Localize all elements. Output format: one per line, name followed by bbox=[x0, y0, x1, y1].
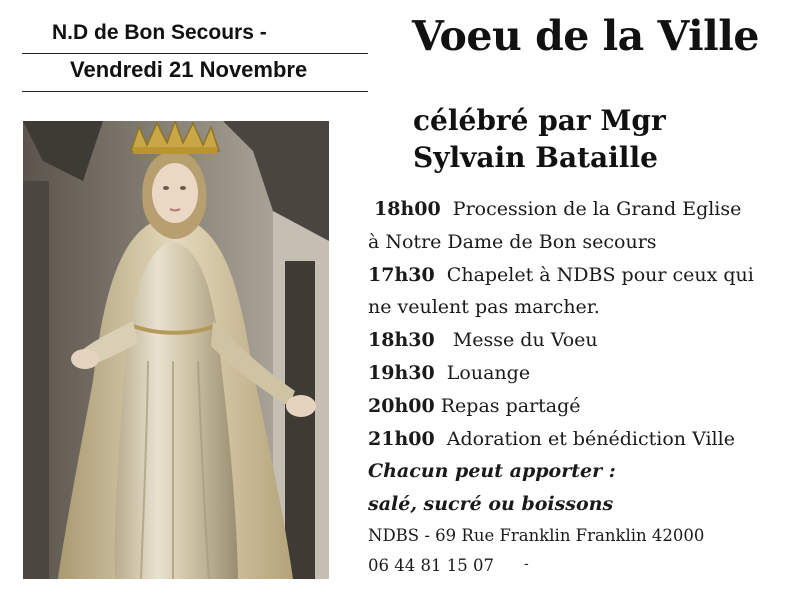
celebrant-line-2: Sylvain Bataille bbox=[413, 141, 658, 174]
statue-photo bbox=[23, 121, 329, 579]
schedule-item-continuation: ne veulent pas marcher. bbox=[368, 296, 600, 319]
header-place: N.D de Bon Secours - bbox=[52, 21, 267, 44]
schedule-text: Adoration et bénédiction Ville bbox=[446, 427, 735, 450]
schedule-item bbox=[368, 259, 788, 292]
schedule-time: 18h00 bbox=[374, 198, 441, 220]
header-date: Vendredi 21 Novembre bbox=[70, 57, 308, 82]
stray-dash: - bbox=[524, 556, 529, 572]
schedule-item-continuation: à Notre Dame de Bon secours bbox=[368, 230, 657, 253]
schedule-item bbox=[368, 357, 788, 390]
schedule-item bbox=[368, 193, 788, 226]
schedule-text: Messe du Voeu bbox=[452, 329, 598, 352]
schedule-text: Louange bbox=[446, 361, 531, 384]
header-divider-bottom bbox=[22, 91, 368, 92]
schedule-text: Repas partagé bbox=[440, 394, 581, 417]
schedule-item bbox=[368, 423, 788, 456]
schedule-time: 21h00 bbox=[368, 427, 435, 450]
schedule-item bbox=[368, 324, 788, 357]
virgin-mary-statue-illustration bbox=[23, 121, 329, 579]
header-divider-top bbox=[22, 53, 368, 54]
schedule-time: 19h30 bbox=[368, 361, 435, 384]
celebrant-line-1: célébré par Mgr bbox=[413, 104, 666, 137]
contact-address: NDBS - 69 Rue Franklin Franklin 42000 bbox=[368, 525, 705, 545]
schedule-time: 20h00 bbox=[368, 394, 435, 417]
schedule-time: 18h30 bbox=[368, 329, 435, 352]
schedule-text: Chapelet à NDBS pour ceux qui bbox=[446, 263, 754, 286]
contact-phone: 06 44 81 15 07 bbox=[368, 555, 494, 575]
note-line-1: Chacun peut apporter : bbox=[368, 460, 616, 483]
schedule-item bbox=[368, 390, 788, 423]
schedule-time: 17h30 bbox=[368, 263, 435, 286]
page-title: Voeu de la Ville bbox=[412, 12, 759, 60]
schedule-text: Procession de la Grand Eglise bbox=[452, 198, 742, 220]
schedule bbox=[368, 193, 788, 581]
note-line-2: salé, sucré ou boissons bbox=[368, 493, 614, 516]
